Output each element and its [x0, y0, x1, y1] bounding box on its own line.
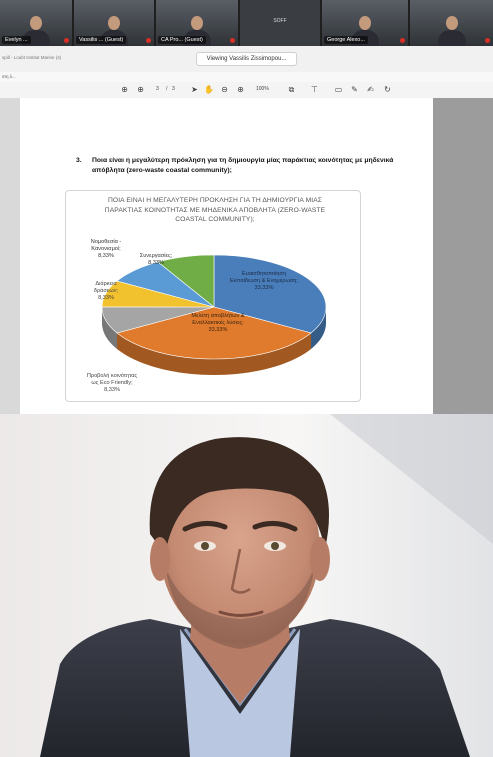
- pie-slice-label: Συνεργασίες; 8,33%: [139, 253, 173, 266]
- viewing-indicator[interactable]: Viewing Vassilis Zissimopou...: [196, 52, 298, 66]
- address-text: sτη λ...: [2, 74, 16, 79]
- page-current[interactable]: 3: [156, 86, 159, 92]
- pie-slice-label: Διάρκεια δράσεων; 8,33%: [93, 281, 119, 301]
- participant-tile[interactable]: [240, 0, 320, 46]
- tile-label: SOFF: [273, 18, 287, 24]
- mic-off-icon: [400, 38, 405, 43]
- shared-window-bar: [0, 46, 493, 73]
- participant-tile[interactable]: [410, 0, 493, 46]
- fit-page-icon[interactable]: ⧉: [288, 85, 295, 94]
- page-separator: /: [166, 86, 168, 92]
- participant-name: CA Pro... (Guest): [158, 36, 206, 44]
- participant-name: Evelyn ...: [2, 36, 31, 44]
- pie-chart: [65, 190, 361, 402]
- participant-name: Vassilis ... (Guest): [76, 36, 126, 44]
- participant-tile[interactable]: [322, 0, 408, 46]
- portrait-image: [0, 414, 493, 757]
- mic-off-icon: [230, 38, 235, 43]
- thumbnail-panel[interactable]: [0, 98, 20, 414]
- pie-slice-label: Ευαισθητοποίηση Εκπαίδευση & Ενημέρωση; 33,33%: [230, 271, 298, 291]
- pdf-page: [20, 98, 433, 414]
- participant-avatar: [442, 12, 462, 46]
- pie-slice-label: Νομοθεσία -Κανονισμοί; 8,33%: [90, 239, 122, 259]
- zoom-in-icon[interactable]: ⊕: [237, 85, 244, 94]
- share-icon[interactable]: ↻: [384, 85, 391, 94]
- participant-name: George Alexo...: [324, 36, 368, 44]
- viewer-background: [433, 98, 493, 414]
- zoom-level[interactable]: 100%: [256, 86, 269, 92]
- hand-icon[interactable]: ✋: [204, 85, 214, 94]
- question-text: Ποια είναι η μεγαλύτερη πρόκληση για τη δημιουργία μίας παράκτιας κοινότητας με μηδενικά απόβλητα (zero-waste coastal community);: [92, 157, 394, 174]
- zoom-out-icon[interactable]: ⊖: [221, 85, 228, 94]
- portrait-photo: [0, 414, 493, 757]
- participant-tile[interactable]: [156, 0, 238, 46]
- arrow-up-icon[interactable]: ⊕: [121, 85, 128, 94]
- pie-chart-svg: [66, 191, 360, 401]
- page-total: 3: [172, 86, 175, 92]
- question-number: 3.: [76, 157, 82, 164]
- cursor-icon[interactable]: ➤: [191, 85, 198, 94]
- arrow-down-icon[interactable]: ⊕: [137, 85, 144, 94]
- mic-off-icon: [146, 38, 151, 43]
- highlight-icon[interactable]: ⊤: [311, 85, 318, 94]
- participant-tile[interactable]: [0, 0, 72, 46]
- chart-title: ΠΟΙΑ ΕΙΝΑΙ Η ΜΕΓΑΛΥΤΕΡΗ ΠΡΟΚΛΗΣΗ ΓΙΑ ΤΗ ΔΗΜΙΟΥΡΓΙΑ ΜΙΑΣ ΠΑΡΑΚΤΙΑΣ ΚΟΙΝΟΤΗΤΑΣ ΜΕ ΜΗΔΕΝΙΚΑ ΑΠΟΒΛΗΤΑ (ZERO-WASTE COASTAL COMMUNITY);: [104, 197, 326, 223]
- pdf-toolbar: [0, 82, 493, 99]
- sign-icon[interactable]: ✍: [367, 85, 374, 94]
- mic-off-icon: [64, 38, 69, 43]
- pie-slice-label: Μελέτη αποβλήτων & Εναλλακτικές λύσεις; 33,33%: [191, 313, 245, 333]
- window-breadcrumb: spill - Loubt Institut Marine (4): [2, 55, 62, 60]
- pdf-viewer: [0, 98, 493, 414]
- mic-off-icon: [485, 38, 490, 43]
- pen-icon[interactable]: ✎: [351, 85, 358, 94]
- participant-tile[interactable]: [74, 0, 154, 46]
- comment-icon[interactable]: ▭: [334, 85, 343, 94]
- video-call-strip: [0, 0, 493, 46]
- pie-slice-label: Προβολή κοινότητας ως Eco Friendly; 8,33%: [86, 373, 138, 393]
